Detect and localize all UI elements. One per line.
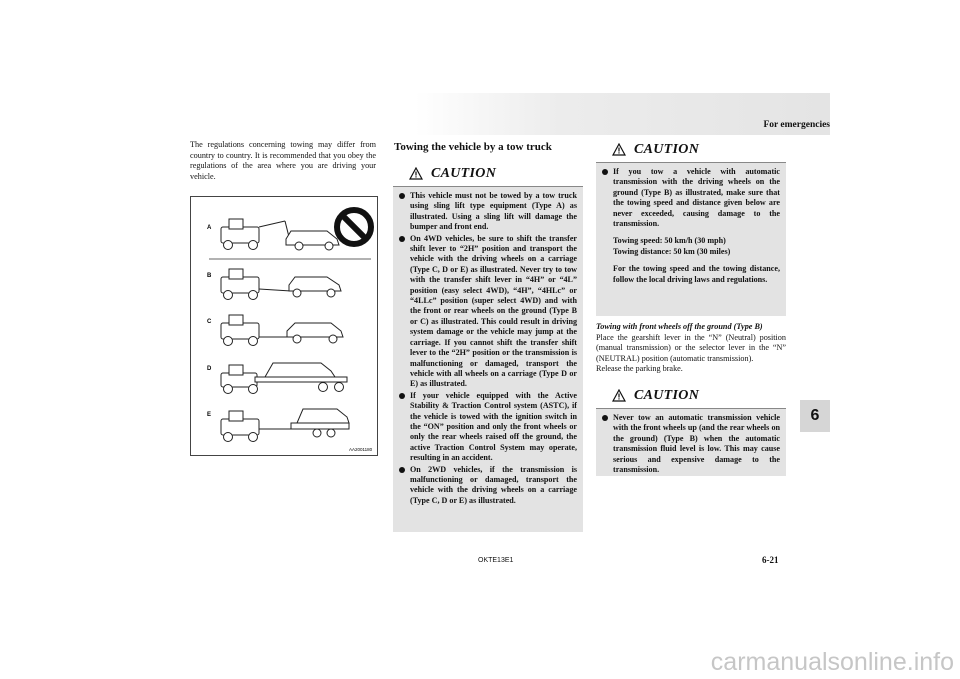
caution-item-text: On 4WD vehicles, be sure to shift the transfer shift lever to “2H” position and transport the vehicle with the driving wheels on a carriage (Type C, D or E) as illustrated. Never try to tow with the transfer shift lever in “4H” or “4L” position (easy select 4WD), “4H”, “4HLc” or “4LLc” position (super select 4WD) and with the front or rear wheels on the ground (Type B or C) as illustrated. This could result in driving system damage or the vehicle may jump at the carriage. If you cannot shift the transfer shift lever to the “2H” position or the transmission is malfunctioning or damaged, transport the vehicle with all wheels on a carriage (Type D or E) as illustrated.	[410, 233, 577, 389]
caution-title: CAUTION	[431, 166, 497, 181]
chapter-tab: 6	[800, 400, 830, 432]
bullet-icon	[399, 467, 405, 473]
section-heading: Towing the vehicle by a tow truck	[394, 141, 552, 153]
tow-type-d-figure	[221, 363, 347, 394]
bullet-icon	[399, 236, 405, 242]
caution-item	[399, 391, 577, 464]
bullet-icon	[399, 393, 405, 399]
caution-box-2	[596, 140, 786, 316]
caution-item	[399, 465, 577, 507]
bullet-icon	[602, 415, 608, 421]
warning-triangle-icon	[612, 143, 626, 156]
caution-header	[596, 140, 786, 163]
tow-type-e-figure	[221, 409, 349, 442]
bullet-icon	[602, 169, 608, 175]
watermark: carmanualsonline.info	[710, 648, 954, 676]
warning-triangle-icon	[409, 167, 423, 180]
tow-type-b-figure	[221, 269, 341, 300]
caution-box-1	[393, 164, 583, 532]
diagram-code: AA2001180	[349, 447, 373, 452]
caution-item-text: Never tow an automatic transmission vehicle with the front wheels up (and the rear wheels on the ground) (Type B) when the automatic transmission fluid level is low. This may cause serious and expensive damage to the transmission.	[613, 413, 780, 475]
tow-type-c-figure	[221, 315, 343, 346]
prohibited-icon	[337, 210, 371, 244]
diagram-label-b: B	[207, 273, 212, 279]
towing-distance: Towing distance: 50 km (30 miles)	[613, 246, 731, 256]
caution-header	[393, 164, 583, 187]
instruction-paragraph: Place the gearshift lever in the “N” (Neutral) position (manual transmission) or the selector lever in the “N” (NEUTRAL) position (automatic transmission).	[596, 332, 786, 363]
caution-item-text: On 2WD vehicles, if the transmission is malfunctioning or damaged, transport the vehicle with the driving wheels on a carriage (Type C, D or E) as illustrated.	[410, 464, 577, 505]
caution-note: For the towing speed and the towing distance, follow the local driving laws and regulations.	[613, 264, 780, 284]
caution-title: CAUTION	[634, 388, 700, 403]
caution-item-text: If your vehicle equipped with the Active Stability & Traction Control system (ASTC), if the vehicle is towed with the ignition switch in the “ON” position and only the front wheels or only the rear wheels raised off the ground, the active Traction Control System may operate, resulting in an accident.	[410, 390, 577, 463]
diagram-label-e: E	[207, 412, 212, 418]
page-number: 6-21	[762, 555, 779, 565]
tow-type-a-figure	[221, 219, 339, 250]
caution-item	[399, 191, 577, 233]
diagram-label-d: D	[207, 366, 212, 372]
caution-item-text: If you tow a vehicle with automatic transmission with the driving wheels on the ground (Type B) as illustrated, make sure that the towing speed and distance given below are never exceeded, causing damage to the transmission.	[613, 167, 780, 229]
caution-item	[602, 413, 780, 475]
diagram-label-a: A	[207, 225, 212, 231]
towing-illustration	[191, 197, 377, 455]
caution-item	[399, 234, 577, 390]
document-code: OKTE13E1	[478, 557, 514, 564]
caution-item	[602, 167, 780, 285]
towing-diagram	[190, 196, 378, 456]
subheading: Towing with front wheels off the ground (Type B)	[596, 322, 763, 331]
type-b-instructions	[596, 322, 786, 375]
section-title: For emergencies	[763, 120, 830, 130]
bullet-icon	[399, 193, 405, 199]
caution-header	[596, 386, 786, 409]
caution-title: CAUTION	[634, 142, 700, 157]
instruction-paragraph: Release the parking brake.	[596, 364, 683, 374]
caution-box-3	[596, 386, 786, 476]
intro-paragraph: The regulations concerning towing may differ from country to country. It is recommended that you obey the regulations of the area where you are driving your vehicle.	[190, 140, 376, 181]
diagram-label-c: C	[207, 319, 212, 325]
warning-triangle-icon	[612, 389, 626, 402]
caution-item-text: This vehicle must not be towed by a tow truck using sling lift type equipment (Type A) as illustrated. Using a sling lift will damage the bumper and front end.	[410, 191, 577, 232]
towing-speed: Towing speed: 50 km/h (30 mph) Towing distance: 50 km (30 miles)	[613, 236, 731, 256]
